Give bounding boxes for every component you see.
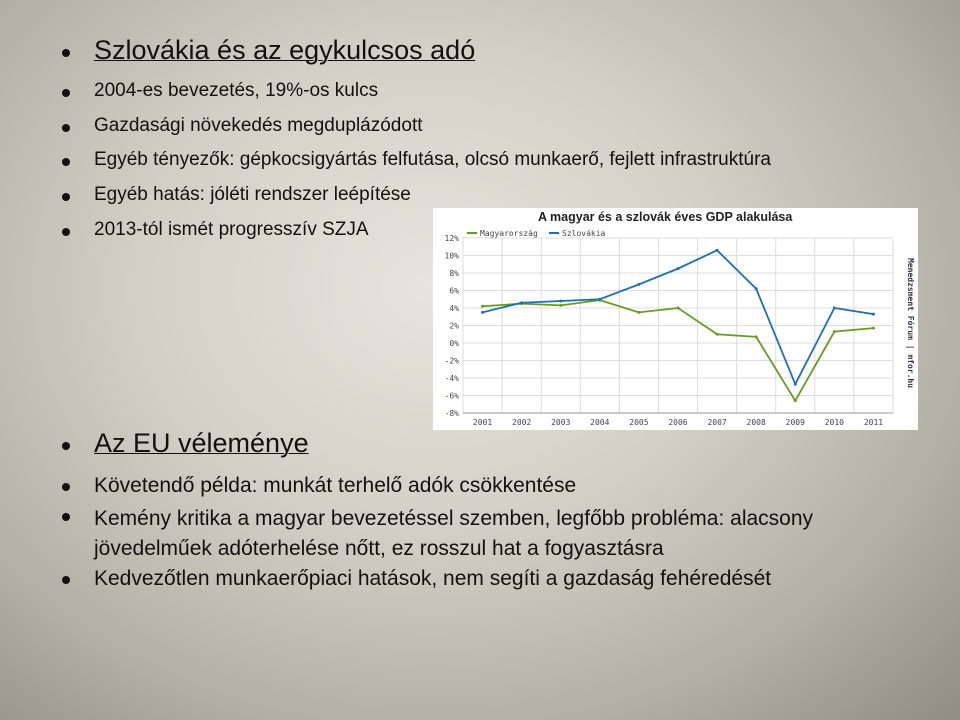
data-point-1	[677, 267, 680, 270]
data-point-1	[794, 383, 797, 386]
data-point-0	[637, 311, 640, 314]
x-tick-label: 2002	[512, 418, 532, 427]
data-point-0	[794, 399, 797, 402]
data-point-0	[716, 333, 719, 336]
y-tick-label: -8%	[444, 409, 459, 418]
y-tick-label: -2%	[444, 356, 459, 366]
data-point-1	[520, 301, 523, 304]
chart-title: A magyar és a szlovák éves GDP alakulása	[538, 210, 793, 224]
x-tick-label: 2001	[472, 418, 493, 427]
bullet-growth: Gazdasági növekedés megduplázódott	[94, 115, 423, 136]
data-point-0	[677, 307, 680, 310]
y-tick-label: -4%	[444, 374, 459, 383]
x-tick-label: 2010	[824, 418, 844, 427]
x-tick-label: 2011	[863, 418, 884, 427]
x-tick-label: 2009	[785, 418, 805, 427]
bullet-labour-market: Kedvezőtlen munkaerőpiaci hatások, nem segíti a gazdaság fehéredését	[94, 567, 772, 590]
data-point-1	[833, 307, 836, 310]
y-tick-label: -6%	[444, 391, 459, 401]
y-tick-label: 4%	[449, 304, 459, 313]
legend-label-0: Magyarország	[480, 229, 538, 238]
data-point-0	[481, 305, 484, 308]
data-point-0	[755, 335, 758, 338]
y-tick-label: 0%	[449, 339, 459, 348]
y-tick-label: 2%	[449, 321, 459, 331]
x-tick-label: 2006	[668, 418, 688, 427]
data-point-1	[481, 311, 484, 314]
data-point-1	[637, 283, 640, 286]
gdp-chart-svg	[433, 208, 918, 430]
x-tick-label: 2004	[590, 418, 610, 427]
data-point-1	[872, 313, 875, 316]
x-tick-label: 2005	[629, 418, 649, 427]
bullet-good-example: Követendő példa: munkát terhelő adók csökkentése	[94, 474, 577, 497]
y-tick-label: 12%	[444, 234, 459, 243]
y-tick-label: 8%	[449, 269, 459, 278]
x-tick-label: 2008	[746, 418, 766, 427]
data-point-1	[598, 298, 601, 301]
bullet-introduction: 2004-es bevezetés, 19%-os kulcs	[94, 80, 379, 101]
bullet-slide-title: Szlovákia és az egykulcsos adó	[94, 35, 476, 65]
data-point-1	[755, 287, 758, 290]
y-tick-label: 6%	[449, 286, 459, 296]
chart-source: Menedzsment Fórum | mfor.hu	[906, 258, 915, 389]
x-tick-label: 2003	[551, 418, 571, 427]
bullet-progressive-tax: 2013-tól ismét progresszív SZJA	[94, 219, 369, 240]
data-point-0	[559, 304, 562, 307]
data-point-0	[833, 330, 836, 333]
data-point-0	[872, 327, 875, 330]
y-tick-label: 10%	[444, 251, 459, 261]
bullet-other-effect: Egyéb hatás: jóléti rendszer leépítése	[94, 184, 411, 205]
bullet-other-factors: Egyéb tényezők: gépkocsigyártás felfutása, olcsó munkaerő, fejlett infrastruktúra	[94, 149, 771, 170]
data-point-1	[716, 249, 719, 252]
legend-label-1: Szlovákia	[562, 229, 606, 238]
x-tick-label: 2007	[707, 418, 727, 427]
data-point-1	[559, 300, 562, 303]
bullet-eu-opinion: Az EU véleménye	[94, 428, 309, 458]
gdp-chart	[433, 208, 918, 430]
bullet-criticism: Kemény kritika a magyar bevezetéssel szemben, legfőbb probléma: alacsony jövedelműek adóterhelése nőtt, ez rosszul hat a fogyasztásra	[94, 504, 854, 564]
